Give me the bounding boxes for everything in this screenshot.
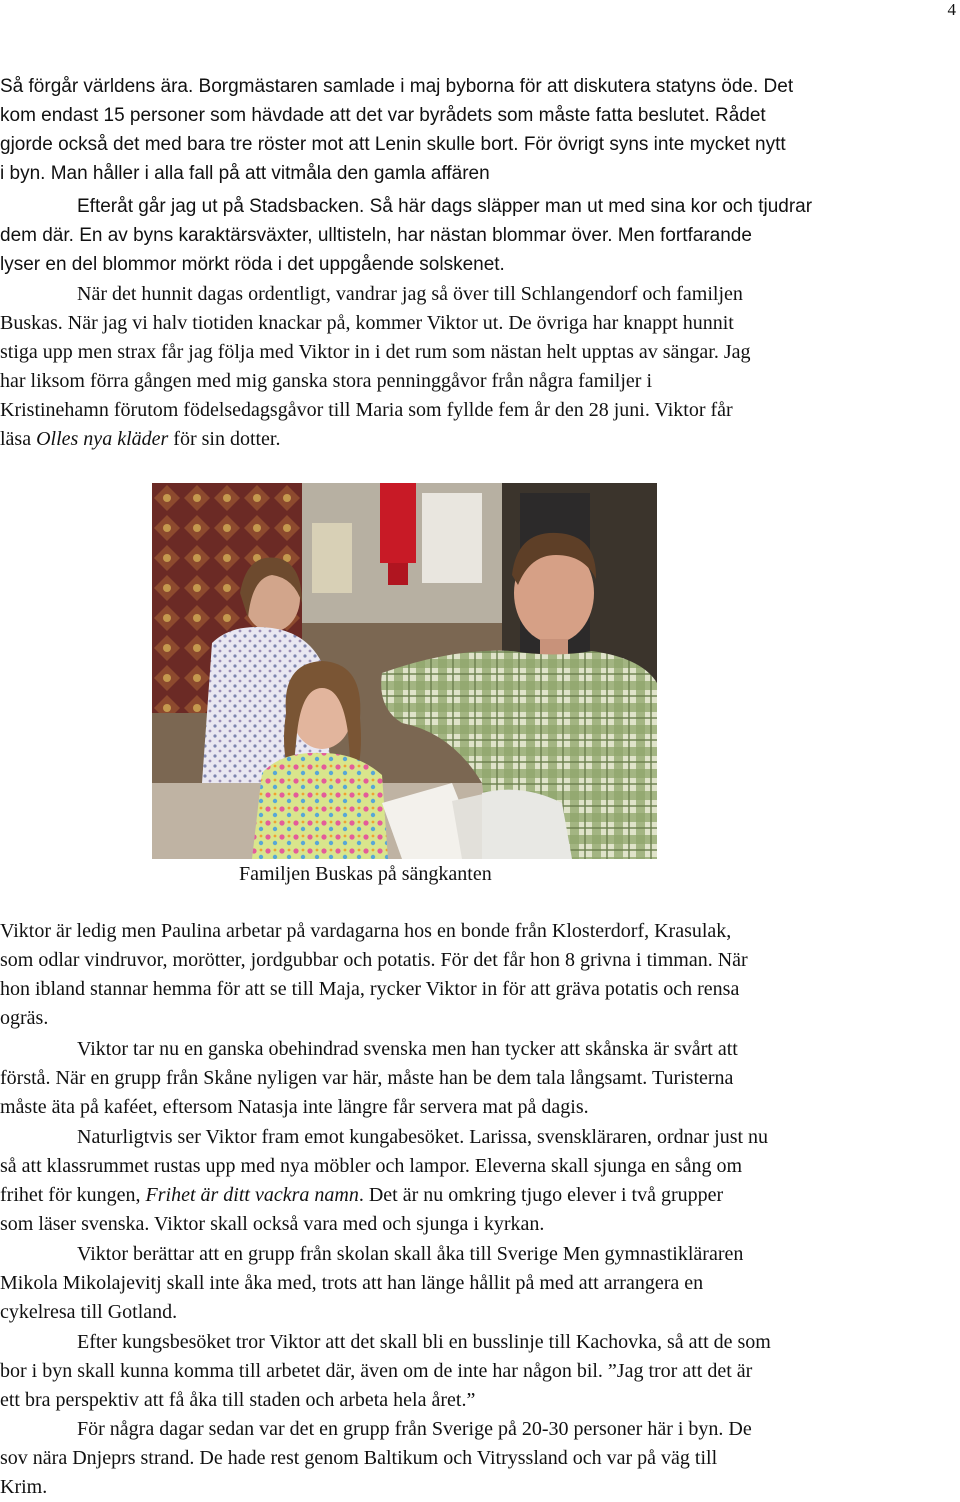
text-line: Efteråt går jag ut på Stadsbacken. Så här dags släpper man ut med sina kor och tjudrar (77, 196, 813, 217)
text-line: Viktor tar nu en ganska obehindrad svenska men han tycker att skånska är svårt att (77, 1038, 738, 1060)
photo-caption: Familjen Buskas på sängkanten (239, 863, 492, 885)
paragraph-work (0, 917, 958, 1033)
text-line: Viktor är ledig men Paulina arbetar på vardagarna hos en bonde från Klosterdorf, Krasulak, (0, 920, 732, 942)
text-line: Efter kungsbesöket tror Viktor att det skall bli en busslinje till Kachovka, så att de som (77, 1331, 771, 1353)
text-line: så att klassrummet rustas upp med nya möbler och lampor. Eleverna skall sjunga en sång om (0, 1155, 743, 1177)
book-title: Olles nya kläder (36, 428, 169, 450)
text-line: ogräs. (0, 1007, 49, 1029)
text-line: förstå. När en grupp från Skåne nyligen var här, måste han be dem tala långsamt. Turisterna (0, 1067, 734, 1089)
text-line: Krim. (0, 1476, 48, 1498)
text-line (0, 425, 958, 454)
text-line: sov nära Dnjeprs strand. De hade rest genom Baltikum och Vitryssland och var på väg till (0, 1447, 718, 1469)
text-line: kom endast 15 personer som hävdade att det var byrådets som måste fatta beslutet. Rådet (0, 105, 766, 126)
text-line: måste äta på kaféet, eftersom Natasja inte längre får servera mat på dagis. (0, 1096, 589, 1118)
text-line: bor i byn skall kunna komma till arbetet där, även om de inte har någon bil. ”Jag tror att det är (0, 1360, 753, 1382)
text-line: När det hunnit dagas ordentligt, vandrar jag så över till Schlangendorf och familjen (77, 283, 743, 305)
paragraph-visit (0, 280, 958, 454)
text-line: hon ibland stannar hemma för att se till Maja, rycker Viktor in för att gräva potatis och rensa (0, 978, 740, 1000)
text-line: Så förgår världens ära. Borgmästaren samlade i maj byborna för att diskutera statyns öde. Det (0, 76, 794, 97)
paragraph-swedish-group (0, 1415, 958, 1502)
song-title: Frihet är ditt vackra namn (145, 1184, 359, 1206)
text-fragment: frihet för kungen, (0, 1184, 146, 1206)
text-line: i byn. Man håller i alla fall på att vitmåla den gamla affären (0, 163, 490, 184)
paragraph-statue (0, 72, 958, 188)
text-line: Naturligtvis ser Viktor fram emot kungabesöket. Larissa, svenskläraren, ordnar just nu (77, 1126, 769, 1148)
text-line: Kristinehamn förutom födelsedagsgåvor till Maria som fyllde fem år den 28 juni. Viktor får (0, 399, 733, 421)
text-fragment: för sin dotter. (168, 428, 281, 450)
paragraph-language (0, 1035, 958, 1122)
paragraph-bus-line (0, 1328, 958, 1415)
text-line: stiga upp men strax får jag följa med Viktor in i det rum som nästan helt upptas av sängar. Jag (0, 341, 751, 363)
text-line: Buskas. När jag vi halv tiotiden knackar på, kommer Viktor ut. De övriga har knappt hunnit (0, 312, 734, 334)
text-line: För några dagar sedan var det en grupp från Sverige på 20-30 personer här i byn. De (77, 1418, 752, 1440)
text-line: cykelresa till Gotland. (0, 1301, 178, 1323)
family-photo-illustration (152, 483, 657, 859)
page-number: 4 (947, 0, 956, 19)
text-line: dem där. En av byns karaktärsväxter, ulltisteln, har nästan blommar över. Men fortfarande (0, 225, 752, 246)
text-line: Mikola Mikolajevitj skall inte åka med, trots att han länge hållit på med att arrangera en (0, 1272, 704, 1294)
paragraph-school-trip (0, 1240, 958, 1327)
text-fragment: . Det är nu omkring tjugo elever i två grupper (358, 1184, 724, 1206)
text-line: gjorde också det med bara tre röster mot att Lenin skulle bort. För övrigt syns inte mycket nytt (0, 134, 786, 155)
text-fragment: läsa (0, 428, 37, 450)
text-line: lyser en del blommor mörkt röda i det uppgående solskenet. (0, 254, 505, 275)
paragraph-stadsbacken (0, 192, 958, 279)
text-line: Viktor berättar att en grupp från skolan skall åka till Sverige Men gymnastikläraren (77, 1243, 744, 1265)
text-line: som odlar vindruvor, morötter, jordgubbar och potatis. För det får hon 8 grivna i timman. När (0, 949, 748, 971)
text-line (0, 1181, 958, 1210)
family-photo (152, 483, 657, 859)
text-line: som läser svenska. Viktor skall också vara med och sjunga i kyrkan. (0, 1213, 545, 1235)
text-line: ett bra perspektiv att få åka till staden och arbeta hela året.” (0, 1389, 476, 1411)
paragraph-king-visit (0, 1123, 958, 1239)
text-line: har liksom förra gången med mig ganska stora penninggåvor från några familjer i (0, 370, 653, 392)
